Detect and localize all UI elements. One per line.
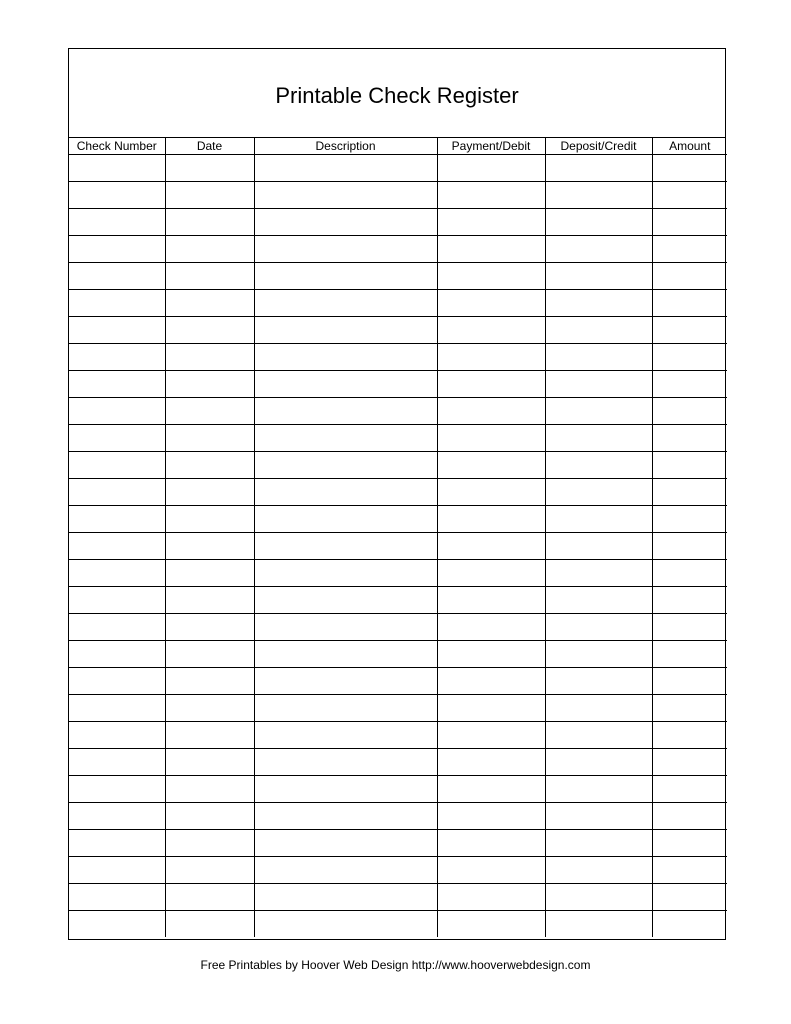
amount-cell[interactable] [652,614,727,641]
payment-debit-cell[interactable] [437,533,545,560]
check-number-cell[interactable] [69,263,165,290]
register-body [69,155,727,938]
date-cell[interactable] [165,587,254,614]
amount-cell[interactable] [652,290,727,317]
amount-cell[interactable] [652,533,727,560]
payment-debit-cell[interactable] [437,479,545,506]
payment-debit-cell[interactable] [437,776,545,803]
table-row [69,317,727,344]
amount-cell[interactable] [652,830,727,857]
payment-debit-cell[interactable] [437,857,545,884]
table-row [69,452,727,479]
date-cell[interactable] [165,857,254,884]
column-header-date: Date [165,138,254,155]
table-row [69,641,727,668]
date-cell[interactable] [165,722,254,749]
payment-debit-cell[interactable] [437,155,545,182]
amount-cell[interactable] [652,722,727,749]
table-row [69,587,727,614]
table-row [69,290,727,317]
check-register-sheet [68,48,726,940]
payment-debit-cell[interactable] [437,560,545,587]
date-cell[interactable] [165,884,254,911]
date-cell[interactable] [165,641,254,668]
check-number-cell[interactable] [69,776,165,803]
date-cell[interactable] [165,317,254,344]
deposit-credit-cell[interactable] [545,479,652,506]
date-cell[interactable] [165,560,254,587]
payment-debit-cell[interactable] [437,803,545,830]
payment-debit-cell[interactable] [437,236,545,263]
check-number-cell[interactable] [69,587,165,614]
amount-cell[interactable] [652,452,727,479]
date-cell[interactable] [165,155,254,182]
payment-debit-cell[interactable] [437,614,545,641]
amount-cell[interactable] [652,749,727,776]
header-row [69,138,727,155]
amount-cell[interactable] [652,641,727,668]
description-cell[interactable] [254,749,437,776]
table-row [69,479,727,506]
check-number-cell[interactable] [69,857,165,884]
payment-debit-cell[interactable] [437,209,545,236]
table-row [69,560,727,587]
deposit-credit-cell[interactable] [545,803,652,830]
table-row [69,398,727,425]
description-cell[interactable] [254,911,437,938]
amount-cell[interactable] [652,425,727,452]
description-cell[interactable] [254,803,437,830]
payment-debit-cell[interactable] [437,425,545,452]
payment-debit-cell[interactable] [437,911,545,938]
table-row [69,236,727,263]
payment-debit-cell[interactable] [437,182,545,209]
deposit-credit-cell[interactable] [545,533,652,560]
date-cell[interactable] [165,344,254,371]
date-cell[interactable] [165,398,254,425]
date-cell[interactable] [165,749,254,776]
description-cell[interactable] [254,344,437,371]
table-row [69,911,727,938]
amount-cell[interactable] [652,803,727,830]
date-cell[interactable] [165,425,254,452]
deposit-credit-cell[interactable] [545,911,652,938]
amount-cell[interactable] [652,317,727,344]
description-cell[interactable] [254,425,437,452]
description-cell[interactable] [254,533,437,560]
deposit-credit-cell[interactable] [545,236,652,263]
amount-cell[interactable] [652,776,727,803]
payment-debit-cell[interactable] [437,290,545,317]
table-row [69,182,727,209]
check-number-cell[interactable] [69,344,165,371]
amount-cell[interactable] [652,857,727,884]
deposit-credit-cell[interactable] [545,398,652,425]
deposit-credit-cell[interactable] [545,371,652,398]
payment-debit-cell[interactable] [437,587,545,614]
date-cell[interactable] [165,209,254,236]
check-number-cell[interactable] [69,182,165,209]
description-cell[interactable] [254,236,437,263]
check-number-cell[interactable] [69,911,165,938]
check-number-cell[interactable] [69,479,165,506]
deposit-credit-cell[interactable] [545,290,652,317]
date-cell[interactable] [165,290,254,317]
table-row [69,830,727,857]
description-cell[interactable] [254,290,437,317]
table-row [69,884,727,911]
column-header-check-number: Check Number [69,138,165,155]
register-table [69,138,727,937]
date-cell[interactable] [165,911,254,938]
check-number-cell[interactable] [69,398,165,425]
date-cell[interactable] [165,668,254,695]
check-number-cell[interactable] [69,668,165,695]
date-cell[interactable] [165,236,254,263]
amount-cell[interactable] [652,398,727,425]
deposit-credit-cell[interactable] [545,776,652,803]
table-row [69,695,727,722]
footer-credit: Free Printables by Hoover Web Design http://www.hooverwebdesign.com [200,958,591,972]
date-cell[interactable] [165,533,254,560]
check-number-cell[interactable] [69,506,165,533]
payment-debit-cell[interactable] [437,830,545,857]
deposit-credit-cell[interactable] [545,182,652,209]
amount-cell[interactable] [652,155,727,182]
table-row [69,722,727,749]
description-cell[interactable] [254,614,437,641]
description-cell[interactable] [254,587,437,614]
date-cell[interactable] [165,695,254,722]
date-cell[interactable] [165,506,254,533]
description-cell[interactable] [254,560,437,587]
deposit-credit-cell[interactable] [545,209,652,236]
table-row [69,155,727,182]
description-cell[interactable] [254,776,437,803]
table-row [69,506,727,533]
description-cell[interactable] [254,263,437,290]
description-cell[interactable] [254,155,437,182]
description-cell[interactable] [254,182,437,209]
date-cell[interactable] [165,803,254,830]
date-cell[interactable] [165,776,254,803]
payment-debit-cell[interactable] [437,695,545,722]
deposit-credit-cell[interactable] [545,830,652,857]
deposit-credit-cell[interactable] [545,695,652,722]
amount-cell[interactable] [652,668,727,695]
amount-cell[interactable] [652,884,727,911]
title-box [69,49,725,138]
date-cell[interactable] [165,371,254,398]
payment-debit-cell[interactable] [437,317,545,344]
page-title: Printable Check Register [275,83,519,108]
check-number-cell[interactable] [69,290,165,317]
check-number-cell[interactable] [69,722,165,749]
payment-debit-cell[interactable] [437,398,545,425]
table-row [69,776,727,803]
check-number-cell[interactable] [69,209,165,236]
amount-cell[interactable] [652,506,727,533]
payment-debit-cell[interactable] [437,668,545,695]
check-number-cell[interactable] [69,560,165,587]
deposit-credit-cell[interactable] [545,722,652,749]
description-cell[interactable] [254,506,437,533]
date-cell[interactable] [165,479,254,506]
amount-cell[interactable] [652,371,727,398]
deposit-credit-cell[interactable] [545,587,652,614]
date-cell[interactable] [165,614,254,641]
payment-debit-cell[interactable] [437,344,545,371]
table-row [69,857,727,884]
amount-cell[interactable] [652,911,727,938]
check-number-cell[interactable] [69,425,165,452]
description-cell[interactable] [254,371,437,398]
table-row [69,614,727,641]
deposit-credit-cell[interactable] [545,857,652,884]
description-cell[interactable] [254,668,437,695]
deposit-credit-cell[interactable] [545,155,652,182]
description-cell[interactable] [254,695,437,722]
check-number-cell[interactable] [69,884,165,911]
payment-debit-cell[interactable] [437,884,545,911]
check-number-cell[interactable] [69,641,165,668]
table-row [69,533,727,560]
deposit-credit-cell[interactable] [545,452,652,479]
column-header-amount: Amount [652,138,727,155]
description-cell[interactable] [254,398,437,425]
deposit-credit-cell[interactable] [545,749,652,776]
deposit-credit-cell[interactable] [545,425,652,452]
deposit-credit-cell[interactable] [545,668,652,695]
date-cell[interactable] [165,263,254,290]
check-number-cell[interactable] [69,155,165,182]
deposit-credit-cell[interactable] [545,344,652,371]
check-number-cell[interactable] [69,803,165,830]
amount-cell[interactable] [652,479,727,506]
deposit-credit-cell[interactable] [545,317,652,344]
check-number-cell[interactable] [69,830,165,857]
table-row [69,344,727,371]
table-row [69,425,727,452]
payment-debit-cell[interactable] [437,641,545,668]
column-header-payment-debit: Payment/Debit [437,138,545,155]
check-number-cell[interactable] [69,749,165,776]
table-row [69,749,727,776]
table-row [69,209,727,236]
check-number-cell[interactable] [69,452,165,479]
deposit-credit-cell[interactable] [545,506,652,533]
table-row [69,668,727,695]
check-number-cell[interactable] [69,614,165,641]
check-number-cell[interactable] [69,236,165,263]
deposit-credit-cell[interactable] [545,263,652,290]
column-header-description: Description [254,138,437,155]
description-cell[interactable] [254,452,437,479]
amount-cell[interactable] [652,209,727,236]
table-row [69,803,727,830]
description-cell[interactable] [254,317,437,344]
amount-cell[interactable] [652,263,727,290]
check-number-cell[interactable] [69,533,165,560]
payment-debit-cell[interactable] [437,749,545,776]
amount-cell[interactable] [652,236,727,263]
payment-debit-cell[interactable] [437,371,545,398]
deposit-credit-cell[interactable] [545,614,652,641]
description-cell[interactable] [254,884,437,911]
payment-debit-cell[interactable] [437,452,545,479]
check-number-cell[interactable] [69,371,165,398]
date-cell[interactable] [165,452,254,479]
table-row [69,263,727,290]
description-cell[interactable] [254,830,437,857]
column-header-deposit-credit: Deposit/Credit [545,138,652,155]
payment-debit-cell[interactable] [437,263,545,290]
date-cell[interactable] [165,182,254,209]
payment-debit-cell[interactable] [437,722,545,749]
amount-cell[interactable] [652,182,727,209]
description-cell[interactable] [254,641,437,668]
description-cell[interactable] [254,857,437,884]
check-number-cell[interactable] [69,695,165,722]
amount-cell[interactable] [652,560,727,587]
date-cell[interactable] [165,830,254,857]
amount-cell[interactable] [652,587,727,614]
amount-cell[interactable] [652,695,727,722]
check-number-cell[interactable] [69,317,165,344]
description-cell[interactable] [254,479,437,506]
table-row [69,371,727,398]
payment-debit-cell[interactable] [437,506,545,533]
deposit-credit-cell[interactable] [545,560,652,587]
amount-cell[interactable] [652,344,727,371]
deposit-credit-cell[interactable] [545,641,652,668]
deposit-credit-cell[interactable] [545,884,652,911]
description-cell[interactable] [254,722,437,749]
description-cell[interactable] [254,209,437,236]
